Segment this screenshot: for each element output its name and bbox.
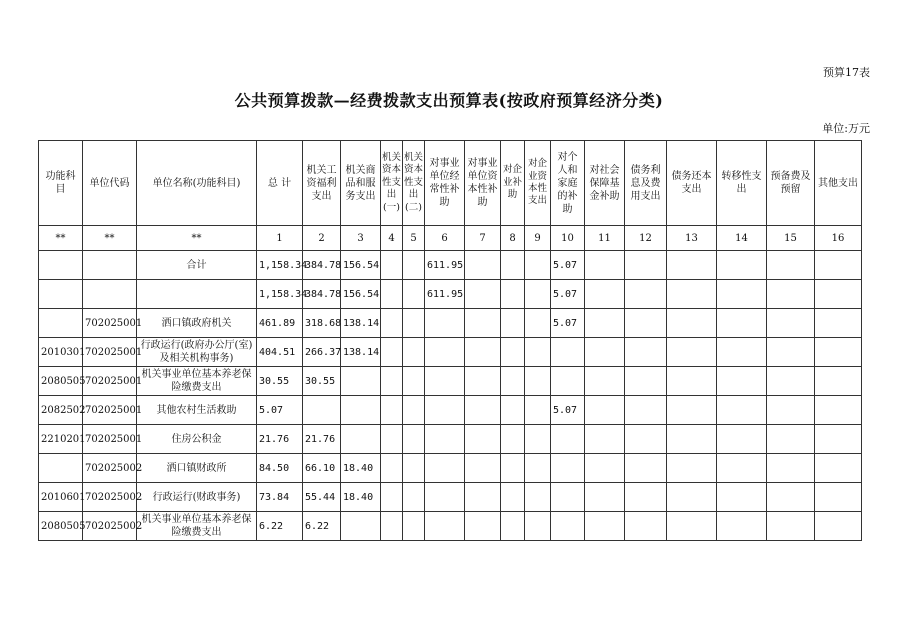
cell-debt-repayment	[667, 512, 717, 541]
cell-social-security	[585, 483, 625, 512]
cell-social-security	[585, 454, 625, 483]
cell-capital-1	[381, 367, 403, 396]
cell-institution-subsidy	[425, 483, 465, 512]
col-header: 单位代码	[83, 141, 137, 226]
cell-personal-subsidy	[551, 338, 585, 367]
cell-debt-interest	[625, 280, 667, 309]
cell-other	[815, 425, 862, 454]
cell-debt-repayment	[667, 251, 717, 280]
page-title: 公共预算拨款—经费拨款支出预算表(按政府预算经济分类)	[234, 91, 664, 110]
cell-institution-subsidy	[425, 454, 465, 483]
col-index: 6	[425, 226, 465, 251]
unit-label: 单位:万元	[822, 122, 870, 135]
col-header: 机关资本性支出(一)	[381, 141, 403, 226]
cell-wage: 66.10	[303, 454, 341, 483]
cell-function-code	[39, 251, 83, 280]
cell-total: 461.89	[257, 309, 303, 338]
cell-enterprise-capital	[525, 280, 551, 309]
col-index: 1	[257, 226, 303, 251]
cell-capital-1	[381, 338, 403, 367]
cell-enterprise-capital	[525, 483, 551, 512]
cell-enterprise-capital	[525, 396, 551, 425]
col-header: 对事业单位资本性补助	[465, 141, 501, 226]
table-row	[39, 454, 862, 483]
cell-function-code	[39, 280, 83, 309]
cell-transfer	[717, 251, 767, 280]
cell-social-security	[585, 512, 625, 541]
cell-personal-subsidy	[551, 483, 585, 512]
cell-institution-capital	[465, 309, 501, 338]
cell-reserve	[767, 338, 815, 367]
cell-capital-2	[403, 454, 425, 483]
cell-institution-subsidy: 611.95	[425, 280, 465, 309]
cell-goods-services	[341, 396, 381, 425]
cell-personal-subsidy: 5.07	[551, 309, 585, 338]
col-header: 机关资本性支出(二)	[403, 141, 425, 226]
col-index: 2	[303, 226, 341, 251]
cell-goods-services: 138.14	[341, 338, 381, 367]
cell-personal-subsidy: 5.07	[551, 396, 585, 425]
cell-enterprise-capital	[525, 454, 551, 483]
cell-enterprise-capital	[525, 251, 551, 280]
cell-debt-interest	[625, 251, 667, 280]
col-header: 转移性支出	[717, 141, 767, 226]
cell-total: 1,158.34	[257, 251, 303, 280]
cell-total: 5.07	[257, 396, 303, 425]
cell-capital-1	[381, 483, 403, 512]
cell-debt-repayment	[667, 454, 717, 483]
cell-transfer	[717, 512, 767, 541]
cell-unit-name: 行政运行(财政事务)	[137, 483, 257, 512]
cell-reserve	[767, 454, 815, 483]
col-index: 9	[525, 226, 551, 251]
cell-transfer	[717, 425, 767, 454]
cell-unit-name: 机关事业单位基本养老保险缴费支出	[137, 367, 257, 396]
cell-debt-repayment	[667, 367, 717, 396]
cell-total: 73.84	[257, 483, 303, 512]
cell-reserve	[767, 280, 815, 309]
cell-total: 6.22	[257, 512, 303, 541]
cell-reserve	[767, 367, 815, 396]
cell-total: 404.51	[257, 338, 303, 367]
cell-personal-subsidy: 5.07	[551, 251, 585, 280]
table-row	[39, 280, 862, 309]
cell-reserve	[767, 309, 815, 338]
cell-enterprise-subsidy	[501, 338, 525, 367]
cell-unit-name: 洒口镇政府机关	[137, 309, 257, 338]
cell-reserve	[767, 396, 815, 425]
cell-transfer	[717, 309, 767, 338]
cell-debt-repayment	[667, 338, 717, 367]
cell-institution-capital	[465, 338, 501, 367]
cell-goods-services	[341, 512, 381, 541]
cell-other	[815, 367, 862, 396]
col-header: 对企业补助	[501, 141, 525, 226]
cell-enterprise-capital	[525, 425, 551, 454]
cell-capital-2	[403, 483, 425, 512]
cell-debt-repayment	[667, 425, 717, 454]
cell-enterprise-subsidy	[501, 251, 525, 280]
cell-personal-subsidy	[551, 425, 585, 454]
col-header: 单位名称(功能科目)	[137, 141, 257, 226]
cell-unit-code	[83, 280, 137, 309]
table-row	[39, 251, 862, 280]
cell-debt-interest	[625, 338, 667, 367]
cell-institution-subsidy	[425, 338, 465, 367]
cell-unit-code	[83, 251, 137, 280]
cell-total: 21.76	[257, 425, 303, 454]
cell-enterprise-subsidy	[501, 483, 525, 512]
cell-debt-interest	[625, 309, 667, 338]
cell-other	[815, 251, 862, 280]
table-row	[39, 396, 862, 425]
cell-unit-code: 702025001	[83, 367, 137, 396]
cell-capital-2	[403, 367, 425, 396]
cell-enterprise-subsidy	[501, 367, 525, 396]
cell-transfer	[717, 338, 767, 367]
col-header: 总 计	[257, 141, 303, 226]
cell-other	[815, 338, 862, 367]
cell-debt-interest	[625, 425, 667, 454]
cell-wage: 384.78	[303, 280, 341, 309]
cell-capital-2	[403, 280, 425, 309]
cell-enterprise-capital	[525, 367, 551, 396]
col-header: 债务利息及费用支出	[625, 141, 667, 226]
cell-debt-interest	[625, 512, 667, 541]
index-row	[39, 226, 862, 251]
cell-enterprise-capital	[525, 309, 551, 338]
cell-other	[815, 396, 862, 425]
col-header: 机关商品和服务支出	[341, 141, 381, 226]
cell-unit-code: 702025001	[83, 396, 137, 425]
cell-unit-code: 702025002	[83, 454, 137, 483]
cell-transfer	[717, 280, 767, 309]
cell-institution-capital	[465, 483, 501, 512]
cell-social-security	[585, 338, 625, 367]
cell-wage: 384.78	[303, 251, 341, 280]
cell-debt-interest	[625, 454, 667, 483]
cell-social-security	[585, 251, 625, 280]
cell-goods-services: 138.14	[341, 309, 381, 338]
cell-function-code: 2080505	[39, 512, 83, 541]
cell-personal-subsidy: 5.07	[551, 280, 585, 309]
cell-function-code	[39, 309, 83, 338]
cell-other	[815, 483, 862, 512]
cell-capital-1	[381, 309, 403, 338]
cell-debt-repayment	[667, 280, 717, 309]
cell-unit-name: 机关事业单位基本养老保险缴费支出	[137, 512, 257, 541]
cell-social-security	[585, 309, 625, 338]
budget-table	[38, 140, 862, 541]
cell-institution-subsidy	[425, 425, 465, 454]
cell-other	[815, 512, 862, 541]
cell-social-security	[585, 396, 625, 425]
cell-debt-interest	[625, 483, 667, 512]
col-index: 12	[625, 226, 667, 251]
cell-goods-services: 18.40	[341, 454, 381, 483]
cell-personal-subsidy	[551, 367, 585, 396]
cell-institution-subsidy	[425, 396, 465, 425]
cell-enterprise-subsidy	[501, 454, 525, 483]
cell-capital-2	[403, 251, 425, 280]
table-row	[39, 425, 862, 454]
table-row	[39, 483, 862, 512]
cell-unit-code: 702025002	[83, 483, 137, 512]
cell-goods-services: 156.54	[341, 251, 381, 280]
cell-enterprise-subsidy	[501, 280, 525, 309]
cell-debt-repayment	[667, 483, 717, 512]
cell-wage: 21.76	[303, 425, 341, 454]
cell-transfer	[717, 454, 767, 483]
col-index: 5	[403, 226, 425, 251]
table-row	[39, 367, 862, 396]
cell-institution-capital	[465, 454, 501, 483]
table-row	[39, 338, 862, 367]
col-index: 11	[585, 226, 625, 251]
cell-goods-services: 156.54	[341, 280, 381, 309]
col-header: 功能科目	[39, 141, 83, 226]
col-index: **	[137, 226, 257, 251]
cell-function-code: 2010601	[39, 483, 83, 512]
cell-transfer	[717, 367, 767, 396]
form-number: 预算17表	[823, 66, 870, 79]
col-index: 13	[667, 226, 717, 251]
col-index: 15	[767, 226, 815, 251]
cell-institution-subsidy	[425, 309, 465, 338]
cell-wage: 55.44	[303, 483, 341, 512]
cell-institution-subsidy: 611.95	[425, 251, 465, 280]
cell-institution-capital	[465, 425, 501, 454]
cell-wage: 6.22	[303, 512, 341, 541]
cell-function-code: 2082502	[39, 396, 83, 425]
col-index: 3	[341, 226, 381, 251]
cell-capital-1	[381, 425, 403, 454]
cell-capital-1	[381, 280, 403, 309]
cell-goods-services	[341, 425, 381, 454]
cell-institution-capital	[465, 367, 501, 396]
col-header: 对企业资本性支出	[525, 141, 551, 226]
cell-function-code: 2010301	[39, 338, 83, 367]
cell-other	[815, 280, 862, 309]
table-body	[39, 251, 862, 541]
cell-capital-2	[403, 425, 425, 454]
cell-capital-2	[403, 338, 425, 367]
cell-capital-2	[403, 396, 425, 425]
cell-social-security	[585, 367, 625, 396]
header-row	[39, 141, 862, 226]
cell-total: 30.55	[257, 367, 303, 396]
cell-function-code: 2210201	[39, 425, 83, 454]
col-index: 16	[815, 226, 862, 251]
cell-enterprise-subsidy	[501, 309, 525, 338]
cell-transfer	[717, 483, 767, 512]
cell-other	[815, 454, 862, 483]
cell-transfer	[717, 396, 767, 425]
cell-debt-interest	[625, 396, 667, 425]
cell-personal-subsidy	[551, 512, 585, 541]
col-index: 14	[717, 226, 767, 251]
cell-institution-subsidy	[425, 512, 465, 541]
cell-wage	[303, 396, 341, 425]
table-row	[39, 309, 862, 338]
cell-institution-subsidy	[425, 367, 465, 396]
cell-enterprise-capital	[525, 338, 551, 367]
col-index: 10	[551, 226, 585, 251]
cell-debt-repayment	[667, 309, 717, 338]
col-index: **	[83, 226, 137, 251]
cell-reserve	[767, 251, 815, 280]
cell-debt-repayment	[667, 396, 717, 425]
cell-unit-name: 其他农村生活救助	[137, 396, 257, 425]
cell-institution-capital	[465, 280, 501, 309]
cell-wage: 30.55	[303, 367, 341, 396]
cell-unit-name: 住房公积金	[137, 425, 257, 454]
cell-capital-1	[381, 251, 403, 280]
cell-reserve	[767, 512, 815, 541]
cell-unit-name: 洒口镇财政所	[137, 454, 257, 483]
cell-capital-1	[381, 454, 403, 483]
cell-capital-1	[381, 512, 403, 541]
col-header: 预备费及预留	[767, 141, 815, 226]
col-index: **	[39, 226, 83, 251]
cell-goods-services	[341, 367, 381, 396]
cell-goods-services: 18.40	[341, 483, 381, 512]
cell-wage: 318.68	[303, 309, 341, 338]
table-row	[39, 512, 862, 541]
cell-enterprise-subsidy	[501, 425, 525, 454]
cell-institution-capital	[465, 251, 501, 280]
cell-enterprise-capital	[525, 512, 551, 541]
cell-capital-2	[403, 512, 425, 541]
cell-personal-subsidy	[551, 454, 585, 483]
col-header: 对社会保障基金补助	[585, 141, 625, 226]
cell-unit-code: 702025001	[83, 338, 137, 367]
col-index: 7	[465, 226, 501, 251]
cell-other	[815, 309, 862, 338]
cell-capital-2	[403, 309, 425, 338]
cell-wage: 266.37	[303, 338, 341, 367]
cell-unit-code: 702025002	[83, 512, 137, 541]
col-header: 机关工资福利支出	[303, 141, 341, 226]
cell-unit-name: 行政运行(政府办公厅(室)及相关机构事务)	[137, 338, 257, 367]
cell-institution-capital	[465, 396, 501, 425]
cell-enterprise-subsidy	[501, 512, 525, 541]
col-header: 对个人和家庭的补助	[551, 141, 585, 226]
cell-total: 1,158.34	[257, 280, 303, 309]
col-header: 债务还本支出	[667, 141, 717, 226]
cell-unit-code: 702025001	[83, 425, 137, 454]
cell-function-code: 2080505	[39, 367, 83, 396]
cell-function-code	[39, 454, 83, 483]
cell-capital-1	[381, 396, 403, 425]
cell-social-security	[585, 425, 625, 454]
cell-reserve	[767, 425, 815, 454]
cell-debt-interest	[625, 367, 667, 396]
col-index: 8	[501, 226, 525, 251]
cell-total: 84.50	[257, 454, 303, 483]
col-header: 对事业单位经常性补助	[425, 141, 465, 226]
col-header: 其他支出	[815, 141, 862, 226]
cell-unit-name	[137, 280, 257, 309]
col-index: 4	[381, 226, 403, 251]
cell-institution-capital	[465, 512, 501, 541]
cell-reserve	[767, 483, 815, 512]
cell-enterprise-subsidy	[501, 396, 525, 425]
cell-unit-name: 合计	[137, 251, 257, 280]
cell-unit-code: 702025001	[83, 309, 137, 338]
cell-social-security	[585, 280, 625, 309]
